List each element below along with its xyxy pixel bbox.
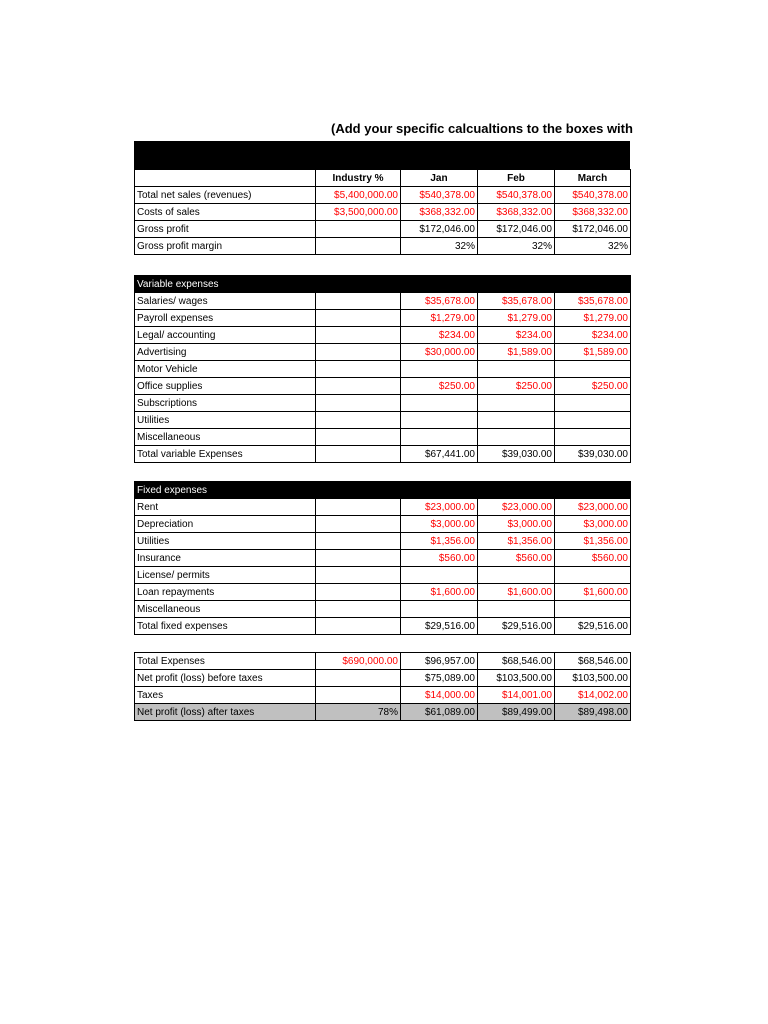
value-cell[interactable]: $3,000.00: [401, 516, 478, 533]
table-row: [135, 584, 631, 601]
table-row: [135, 533, 631, 550]
value-cell[interactable]: [316, 344, 401, 361]
value-cell[interactable]: $103,500.00: [555, 670, 631, 687]
totals-table: [134, 652, 631, 721]
section-heading[interactable]: Variable expenses: [135, 276, 316, 293]
section-heading-cell[interactable]: [478, 276, 555, 293]
value-cell[interactable]: $68,546.00: [555, 653, 631, 670]
value-cell[interactable]: [478, 601, 555, 618]
value-cell[interactable]: [316, 378, 401, 395]
table-row: [135, 704, 631, 721]
value-cell[interactable]: [316, 670, 401, 687]
value-cell[interactable]: $1,279.00: [555, 310, 631, 327]
value-cell[interactable]: $560.00: [401, 550, 478, 567]
value-cell[interactable]: $368,332.00: [401, 204, 478, 221]
value-cell[interactable]: [401, 429, 478, 446]
row-label-cell[interactable]: Net profit (loss) before taxes: [135, 670, 316, 687]
value-cell[interactable]: $250.00: [555, 378, 631, 395]
value-cell[interactable]: $3,000.00: [555, 516, 631, 533]
value-cell[interactable]: $1,600.00: [478, 584, 555, 601]
value-cell[interactable]: $39,030.00: [478, 446, 555, 463]
row-label-cell[interactable]: Miscellaneous: [135, 429, 316, 446]
table-row: [135, 395, 631, 412]
row-label-cell[interactable]: Legal/ accounting: [135, 327, 316, 344]
value-cell[interactable]: $234.00: [401, 327, 478, 344]
row-label-cell[interactable]: License/ permits: [135, 567, 316, 584]
value-cell[interactable]: [555, 361, 631, 378]
value-cell[interactable]: $23,000.00: [401, 499, 478, 516]
value-cell[interactable]: 32%: [478, 238, 555, 255]
value-cell[interactable]: $30,000.00: [401, 344, 478, 361]
value-cell[interactable]: [555, 601, 631, 618]
value-cell[interactable]: 32%: [401, 238, 478, 255]
section-heading-cell[interactable]: [316, 276, 401, 293]
value-cell[interactable]: $172,046.00: [478, 221, 555, 238]
value-cell[interactable]: [316, 361, 401, 378]
row-label-cell[interactable]: Miscellaneous: [135, 601, 316, 618]
value-cell[interactable]: $68,546.00: [478, 653, 555, 670]
value-cell[interactable]: $690,000.00: [316, 653, 401, 670]
value-cell[interactable]: [555, 567, 631, 584]
table-row: [135, 567, 631, 584]
table-row: [135, 344, 631, 361]
value-cell[interactable]: [316, 412, 401, 429]
table-row: [135, 429, 631, 446]
variable-expenses-body: [135, 276, 631, 463]
fixed-expenses-body: [135, 482, 631, 635]
row-label-cell[interactable]: Office supplies: [135, 378, 316, 395]
row-label-cell[interactable]: Subscriptions: [135, 395, 316, 412]
row-label-cell[interactable]: Total fixed expenses: [135, 618, 316, 635]
value-cell[interactable]: $540,378.00: [401, 187, 478, 204]
value-cell[interactable]: $234.00: [478, 327, 555, 344]
value-cell[interactable]: [316, 584, 401, 601]
table-row: [135, 310, 631, 327]
value-cell[interactable]: [316, 221, 401, 238]
value-cell[interactable]: $1,600.00: [555, 584, 631, 601]
value-cell[interactable]: $172,046.00: [555, 221, 631, 238]
value-cell[interactable]: $560.00: [555, 550, 631, 567]
income-table-body: [135, 170, 631, 255]
value-cell[interactable]: [478, 395, 555, 412]
table-row: [135, 412, 631, 429]
value-cell[interactable]: $1,356.00: [478, 533, 555, 550]
section-heading[interactable]: Fixed expenses: [135, 482, 316, 499]
value-cell[interactable]: [555, 429, 631, 446]
value-cell[interactable]: [316, 327, 401, 344]
value-cell[interactable]: [478, 412, 555, 429]
value-cell[interactable]: [401, 361, 478, 378]
row-label-cell[interactable]: Total Expenses: [135, 653, 316, 670]
section-heading-cell[interactable]: [478, 482, 555, 499]
value-cell[interactable]: $61,089.00: [401, 704, 478, 721]
value-cell[interactable]: $1,356.00: [555, 533, 631, 550]
value-cell[interactable]: $67,441.00: [401, 446, 478, 463]
table-row: [135, 378, 631, 395]
value-cell[interactable]: $3,500,000.00: [316, 204, 401, 221]
row-label-cell[interactable]: Taxes: [135, 687, 316, 704]
column-header-label[interactable]: [135, 170, 316, 187]
table-row: [135, 670, 631, 687]
row-label-cell[interactable]: Motor Vehicle: [135, 361, 316, 378]
table-row: [135, 361, 631, 378]
table-row: [135, 221, 631, 238]
value-cell[interactable]: $250.00: [478, 378, 555, 395]
value-cell[interactable]: $35,678.00: [401, 293, 478, 310]
table-row: [135, 687, 631, 704]
table-row: [135, 653, 631, 670]
value-cell[interactable]: $29,516.00: [478, 618, 555, 635]
section-heading-row: [135, 482, 631, 499]
table-row: [135, 204, 631, 221]
value-cell[interactable]: [555, 395, 631, 412]
value-cell[interactable]: $560.00: [478, 550, 555, 567]
row-label-cell[interactable]: Gross profit margin: [135, 238, 316, 255]
value-cell[interactable]: $89,498.00: [555, 704, 631, 721]
table-row: [135, 293, 631, 310]
fixed-expenses-table: [134, 481, 631, 635]
column-header-row: [135, 170, 631, 187]
value-cell[interactable]: $250.00: [401, 378, 478, 395]
table-row: [135, 238, 631, 255]
value-cell[interactable]: $1,589.00: [555, 344, 631, 361]
row-label-cell[interactable]: Advertising: [135, 344, 316, 361]
value-cell[interactable]: [316, 310, 401, 327]
value-cell[interactable]: [401, 412, 478, 429]
section-heading-cell[interactable]: [401, 276, 478, 293]
row-label-cell[interactable]: Utilities: [135, 412, 316, 429]
table-row: [135, 327, 631, 344]
value-cell[interactable]: [316, 499, 401, 516]
value-cell[interactable]: [316, 687, 401, 704]
value-cell[interactable]: $89,499.00: [478, 704, 555, 721]
value-cell[interactable]: [316, 601, 401, 618]
table-row: [135, 618, 631, 635]
value-cell[interactable]: [316, 429, 401, 446]
value-cell[interactable]: $1,600.00: [401, 584, 478, 601]
row-label-cell[interactable]: Gross profit: [135, 221, 316, 238]
variable-expenses-table: [134, 275, 631, 463]
value-cell[interactable]: [555, 412, 631, 429]
row-label-cell[interactable]: Salaries/ wages: [135, 293, 316, 310]
table-row: [135, 499, 631, 516]
value-cell[interactable]: $172,046.00: [401, 221, 478, 238]
value-cell[interactable]: $29,516.00: [555, 618, 631, 635]
row-label-cell[interactable]: Costs of sales: [135, 204, 316, 221]
table-row: [135, 187, 631, 204]
value-cell[interactable]: [316, 293, 401, 310]
value-cell[interactable]: $35,678.00: [555, 293, 631, 310]
row-label-cell[interactable]: Utilities: [135, 533, 316, 550]
income-table: [134, 169, 631, 255]
column-header-feb[interactable]: Feb: [478, 170, 555, 187]
value-cell[interactable]: $540,378.00: [478, 187, 555, 204]
section-heading-row: [135, 276, 631, 293]
row-label-cell[interactable]: Rent: [135, 499, 316, 516]
row-label-cell[interactable]: Net profit (loss) after taxes: [135, 704, 316, 721]
value-cell[interactable]: $1,356.00: [401, 533, 478, 550]
value-cell[interactable]: $540,378.00: [555, 187, 631, 204]
totals-body: [135, 653, 631, 721]
section-heading-cell[interactable]: [401, 482, 478, 499]
page-title: (Add your specific calcualtions to the boxes with: [331, 121, 633, 136]
row-label-cell[interactable]: Total net sales (revenues): [135, 187, 316, 204]
value-cell[interactable]: $1,279.00: [478, 310, 555, 327]
row-label-cell[interactable]: Payroll expenses: [135, 310, 316, 327]
value-cell[interactable]: $23,000.00: [555, 499, 631, 516]
row-label-cell[interactable]: Insurance: [135, 550, 316, 567]
value-cell[interactable]: [401, 567, 478, 584]
value-cell[interactable]: [316, 550, 401, 567]
table-row: [135, 601, 631, 618]
value-cell[interactable]: $103,500.00: [478, 670, 555, 687]
value-cell[interactable]: [401, 601, 478, 618]
value-cell[interactable]: $14,001.00: [478, 687, 555, 704]
column-header-industry[interactable]: Industry %: [316, 170, 401, 187]
value-cell[interactable]: $29,516.00: [401, 618, 478, 635]
value-cell[interactable]: [316, 516, 401, 533]
section-heading-cell[interactable]: [316, 482, 401, 499]
value-cell[interactable]: [316, 533, 401, 550]
column-header-jan[interactable]: Jan: [401, 170, 478, 187]
value-cell[interactable]: [478, 361, 555, 378]
column-header-march[interactable]: March: [555, 170, 631, 187]
value-cell[interactable]: $1,589.00: [478, 344, 555, 361]
section-heading-cell[interactable]: [555, 482, 631, 499]
value-cell[interactable]: $39,030.00: [555, 446, 631, 463]
value-cell[interactable]: $35,678.00: [478, 293, 555, 310]
section-heading-cell[interactable]: [555, 276, 631, 293]
table-row: [135, 446, 631, 463]
value-cell[interactable]: $75,089.00: [401, 670, 478, 687]
value-cell[interactable]: $234.00: [555, 327, 631, 344]
row-label-cell[interactable]: Total variable Expenses: [135, 446, 316, 463]
value-cell[interactable]: [316, 446, 401, 463]
value-cell[interactable]: $368,332.00: [555, 204, 631, 221]
row-label-cell[interactable]: Loan repayments: [135, 584, 316, 601]
value-cell[interactable]: $3,000.00: [478, 516, 555, 533]
value-cell[interactable]: 78%: [316, 704, 401, 721]
table-row: [135, 550, 631, 567]
table-row: [135, 516, 631, 533]
value-cell[interactable]: $14,002.00: [555, 687, 631, 704]
value-cell[interactable]: [316, 238, 401, 255]
value-cell[interactable]: $1,279.00: [401, 310, 478, 327]
value-cell[interactable]: $5,400,000.00: [316, 187, 401, 204]
value-cell[interactable]: $14,000.00: [401, 687, 478, 704]
value-cell[interactable]: [316, 395, 401, 412]
value-cell[interactable]: $368,332.00: [478, 204, 555, 221]
value-cell[interactable]: [316, 567, 401, 584]
row-label-cell[interactable]: Depreciation: [135, 516, 316, 533]
header-bar: [134, 141, 630, 169]
value-cell[interactable]: [316, 618, 401, 635]
value-cell[interactable]: $23,000.00: [478, 499, 555, 516]
value-cell[interactable]: [478, 567, 555, 584]
value-cell[interactable]: $96,957.00: [401, 653, 478, 670]
value-cell[interactable]: [478, 429, 555, 446]
value-cell[interactable]: [401, 395, 478, 412]
value-cell[interactable]: 32%: [555, 238, 631, 255]
